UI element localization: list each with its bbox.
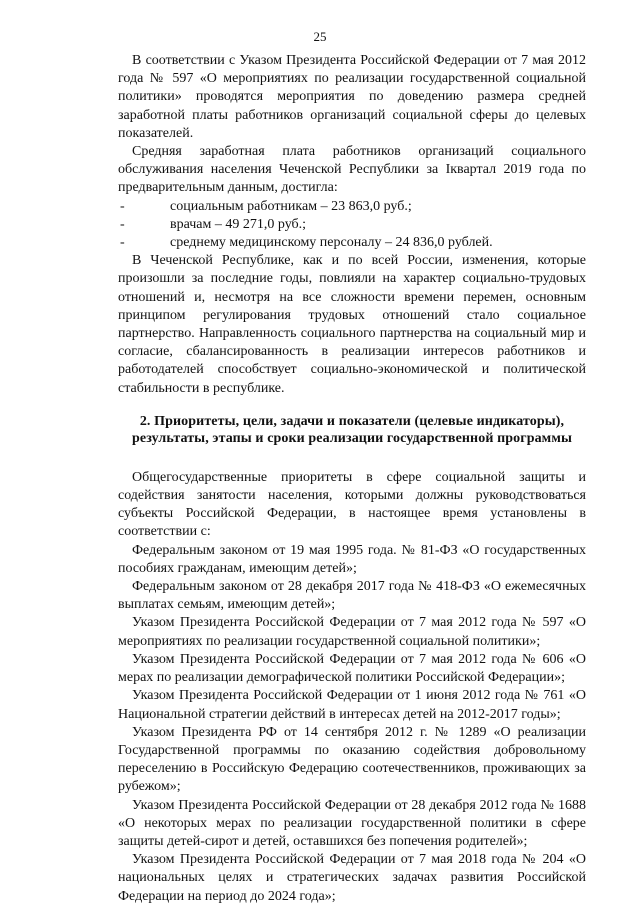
legal-act-item: Указом Президента Российской Федерации от 28 декабря 2012 года № 1688 «О некоторых мерах по реализации государственной политики в сфере защиты детей-сирот и детей, оставшихся без попечения родителей»; [118,797,586,849]
list-item-text: врачам – 49 271,0 руб.; [170,216,307,232]
section-heading-line-1: 2. Приоритеты, цели, задачи и показатели (целевые индикаторы), [139,413,565,429]
section-heading-line-2: результаты, этапы и сроки реализации государственной программы [132,430,572,446]
document-body [118,52,586,906]
bullet-dash: - [120,216,125,232]
page-number: 25 [313,29,327,44]
legal-act-item: Указом Президента РФ от 14 сентября 2012 г. № 1289 «О реализации Государственной программы по оказанию содействия добровольному переселению в Российскую Федерацию соотечественников, проживающих за рубежом»; [118,724,586,795]
list-item-text: социальным работникам – 23 863,0 руб.; [170,198,412,214]
legal-act-item: Указом Президента Российской Федерации от 7 мая 2018 года № 204 «О национальных целях и стратегических задачах развития Российской Федерации на период до 2024 года»; [118,852,586,904]
salary-list [118,198,586,253]
legal-act-item: Федеральным законом от 28 декабря 2017 года № 418-ФЗ «О ежемесячных выплатах семьям, имеющим детей»; [118,579,586,613]
intro-paragraph-1: В соответствии с Указом Президента Российской Федерации от 7 мая 2012 года № 597 «О мероприятиях по реализации государственной социальной политики» проводятся мероприятия по доведению размера средней заработной платы работников организаций социальной сферы до целевых показателей. [118,53,586,141]
intro-paragraph-3: В Чеченской Республике, как и по всей России, изменения, которые произошли за последние годы, повлияли на характер социально-трудовых отношений и, несмотря на все сложности времени перемен, основным принципом регулирования трудовых отношений стало социальное партнерство. Направленность социального партнерства на социальный мир и согласие, сбалансированность в реализации интересов работников и работодателей способствует социально-экономической и политической стабильности в республике. [118,253,586,396]
legal-act-item: Указом Президента Российской Федерации от 1 июня 2012 года № 761 «О Национальной стратегии действий в интересах детей на 2012-2017 годы»; [118,688,586,722]
bullet-dash: - [120,198,125,214]
bullet-dash: - [120,235,125,251]
section-heading [118,413,586,447]
legal-act-item: Указом Президента Российской Федерации от 7 мая 2012 года № 606 «О мерах по реализации демографической политики Российской Федерации»; [118,651,586,686]
intro-paragraph-2: Средняя заработная плата работников организаций социального обслуживания населения Чеченской Республики за Iквартал 2019 года по предварительным данным, достигла: [118,144,586,196]
section-intro-paragraph: Общегосударственные приоритеты в сфере социальной защиты и содействия занятости населения, которыми должны руководствоваться субъекты Российской Федерации, в настоящее время установлены в соответствии с: [118,469,586,540]
legal-act-item: Федеральным законом от 19 мая 1995 года. № 81-ФЗ «О государственных пособиях гражданам, имеющим детей»; [118,542,586,576]
legal-act-item: Указом Президента Российской Федерации от 7 мая 2012 года № 597 «О мероприятиях по реализации государственной социальной политики»; [118,615,586,649]
list-item [118,216,586,234]
list-item [118,234,586,252]
list-item [118,198,586,216]
list-item-text: среднему медицинскому персоналу – 24 836,0 рублей. [170,235,493,251]
